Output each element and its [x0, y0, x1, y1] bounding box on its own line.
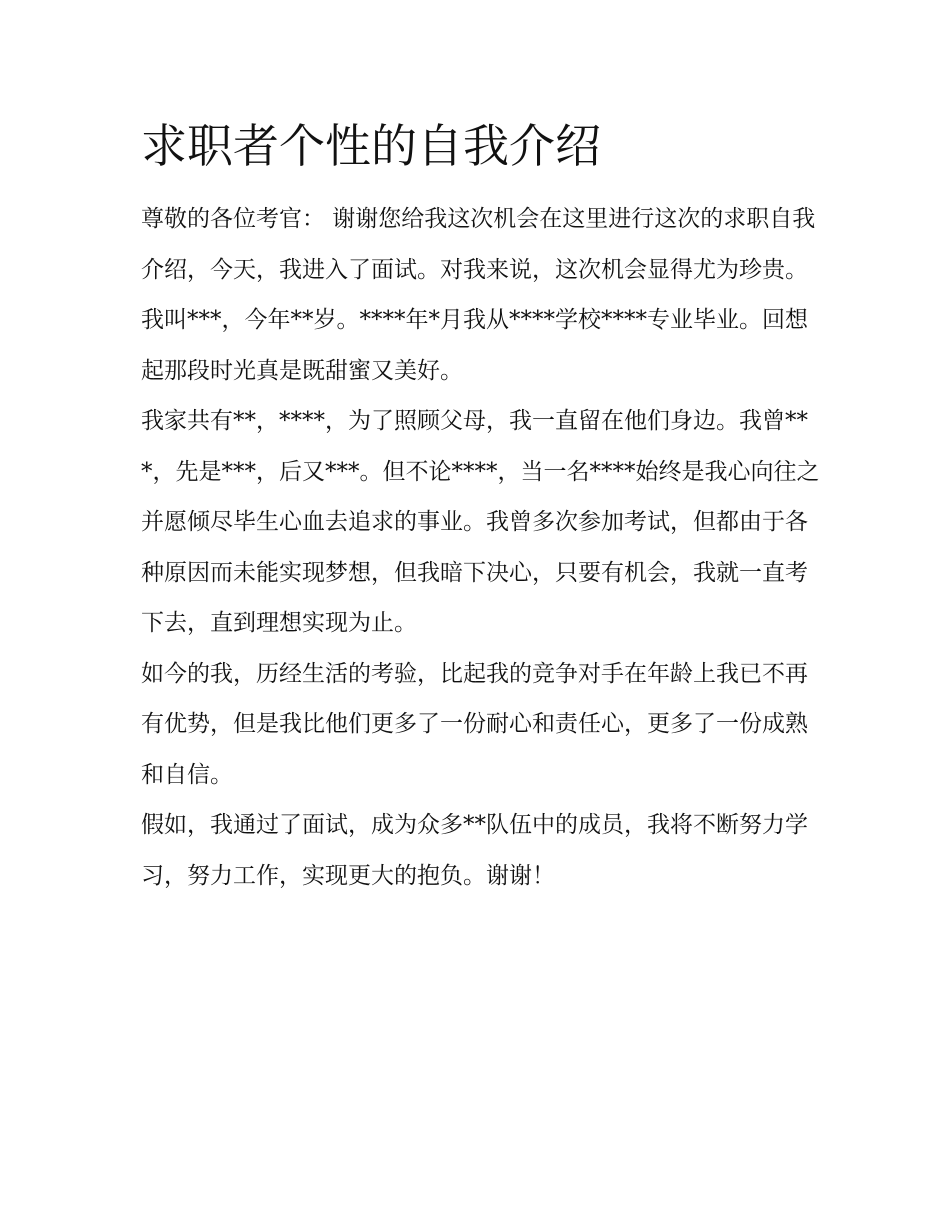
paragraph-background: 我叫***，今年**岁。****年*月我从****学校****专业毕业。回想起那段时光真是既甜蜜又美好。 [141, 307, 808, 384]
document-body [141, 112, 821, 901]
document-title: 求职者个性的自我介绍 [141, 119, 601, 173]
paragraph-greeting: 尊敬的各位考官： 谢谢您给我这次机会在这里进行这次的求职自我介绍，今天，我进入了面试。对我来说，这次机会显得尤为珍贵。 [141, 206, 816, 283]
paragraph-strengths: 如今的我，历经生活的考验，比起我的竞争对手在年龄上我已不再有优势，但是我比他们更多了一份耐心和责任心，更多了一份成熟和自信。 [141, 660, 808, 788]
paragraph-family-and-goal: 我家共有**，****，为了照顾父母，我一直留在他们身边。我曾***，先是***，后又***。但不论****，当一名****始终是我心向往之并愿倾尽毕生心血去追求的事业。我曾多次参加考试，但都由于各种原因而未能实现梦想，但我暗下决心，只要有机会，我就一直考下去，直到理想实现为止。 [141, 408, 820, 636]
paragraph-closing: 假如，我通过了面试，成为众多**队伍中的成员，我将不断努力学习，努力工作，实现更大的抱负。谢谢！ [141, 812, 808, 889]
